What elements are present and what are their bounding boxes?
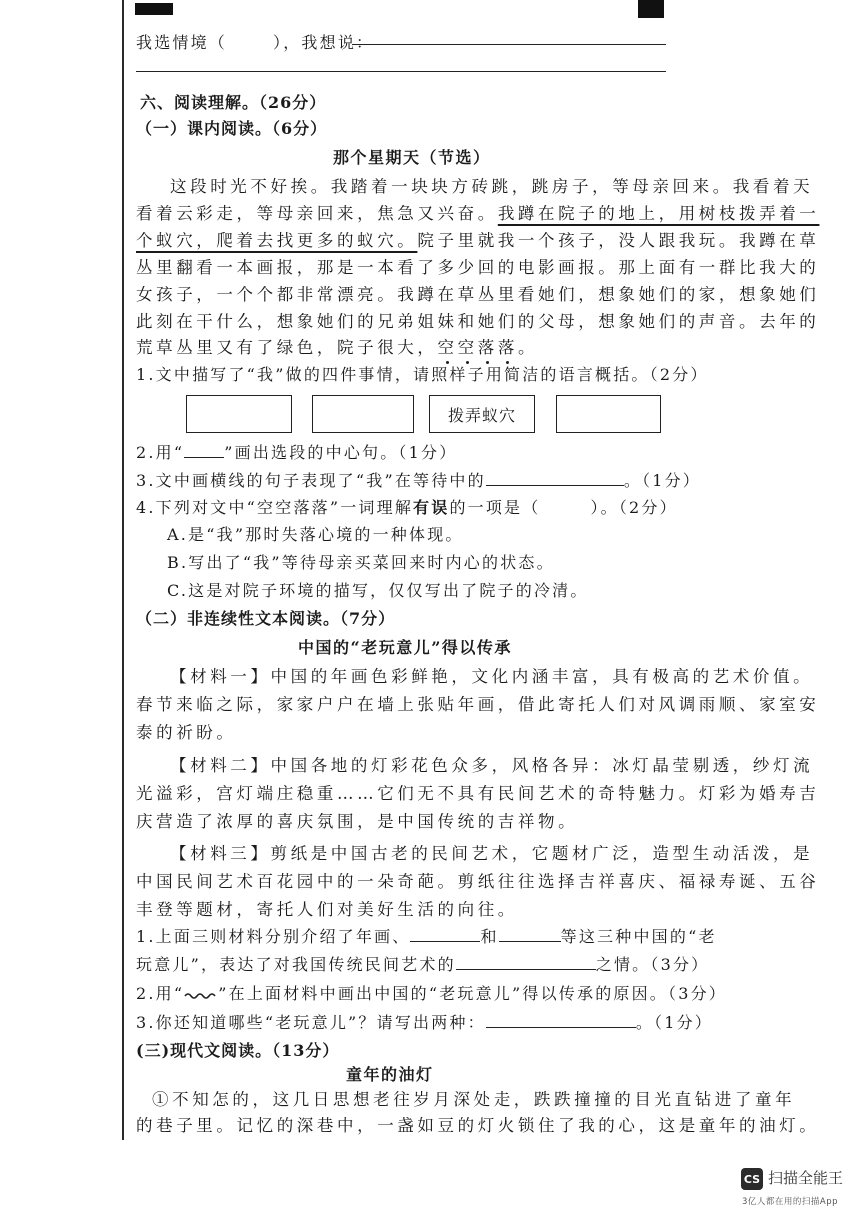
emphasis-char: 空 [437,338,458,357]
part2-title: 中国的“老玩意儿”得以传承 [298,638,512,657]
material-line: 春节来临之际，家家户户在墙上张贴年画，借此寄托人们对风调雨顺、家室安 [136,695,820,714]
option-a[interactable]: A.是“我”那时失落心境的一种体现。 [167,525,464,544]
example-box: 拨弄蚁穴 [429,395,535,433]
emphasis-char: 空 [457,338,478,357]
answer-blank[interactable] [499,927,561,942]
wavy-line-sample [184,991,218,1001]
passage-line: 个蚁穴，爬着去找更多的蚁穴。院子里就我一个孩子，没人跟我玩。我蹲在草 [136,231,820,250]
material-line: 【材料一】中国的年画色彩鲜艳，文化内涵丰富，具有极高的艺术价值。 [170,667,814,686]
material-line: 泰的祈盼。 [136,723,237,742]
passage-line: 的巷子里。记忆的深巷中，一盏如豆的灯火锁住了我的心，这是童年的油灯。 [136,1116,820,1135]
p2-question-3: 3.你还知道哪些“老玩意儿”？请写出两种： 。（1分） [136,1013,714,1032]
question-4: 4.下列对文中“空空落落”一词理解有误的一项是（ ）。（2分） [136,498,678,517]
option-c[interactable]: C.这是对院子环境的描写，仅仅写出了院子的冷清。 [167,581,589,600]
watermark-tagline: 3亿人都在用的扫描App [742,1197,839,1207]
passage-line: 荒草丛里又有了绿色，院子很大，空空落落。 [136,338,539,357]
scan-mark-left [135,3,173,15]
passage-line: ①不知怎的，这几日思想老往岁月深处走，跌跌撞撞的目光直钻进了童年 [152,1090,796,1109]
part1-title: 那个星期天（节选） [333,148,491,167]
part3-title: 童年的油灯 [346,1065,434,1084]
material-line: 中国民间艺术百花园中的一朵奇葩。剪纸往往选择吉祥喜庆、福禄寿诞、五谷 [136,872,820,891]
material-line: 丰登等题材，寄托人们对美好生活的向往。 [136,900,518,919]
passage-line: 看着云彩走，等母亲回来，焦急又兴奋。我蹲在院子的地上，用树枝拨弄着一 [136,204,820,223]
passage-line: 丛里翻看一本画报，那是一本看了多少回的电影画报。那上面有一群比我大的 [136,258,820,277]
answer-line-2[interactable] [136,71,666,72]
section-heading: 六、阅读理解。（26分） [140,93,327,112]
binding-margin-line [122,0,124,1140]
watermark-name: 扫描全能王 [768,1169,844,1187]
emphasis-char: 落 [477,338,498,357]
question-1: 1.文中描写了“我”做的四件事情，请照样子用简洁的语言概括。（2分） [136,365,709,384]
underlined-sentence: 个蚁穴，爬着去找更多的蚁穴。 [136,231,418,250]
option-b[interactable]: B.写出了“我”等待母亲买菜回来时内心的状态。 [167,553,555,572]
answer-line-1[interactable] [352,44,666,45]
p2-question-1-cont: 玩意儿”，表达了对我国传统民间艺术的 之情。（3分） [136,955,710,974]
answer-box-1[interactable] [186,395,292,433]
scan-mark-right [638,0,664,18]
question-2: 2.用“ ”画出选段的中心句。（1分） [136,443,458,462]
underline-sample [184,443,224,458]
material-line: 光溢彩，宫灯端庄稳重……它们无不具有民间艺术的奇特魅力。灯彩为婚寿吉 [136,784,820,803]
emphasis-char: 落 [497,338,518,357]
camscanner-logo-icon: CS [741,1168,763,1190]
part1-heading: （一）课内阅读。（6分） [136,119,328,138]
question-3: 3.文中画横线的句子表现了“我”在等待中的 。（1分） [136,471,702,490]
part3-heading: (三)现代文阅读。（13分） [136,1041,340,1060]
answer-box-2[interactable] [312,395,414,433]
situation-choice-line: 我选情境（ ），我想说： [136,33,375,52]
p2-question-1: 1.上面三则材料分别介绍了年画、 和 等这三种中国的“老 [136,927,717,946]
underlined-sentence: 我蹲在院子的地上，用树枝拨弄着一 [497,204,820,223]
passage-line: 这段时光不好挨。我踏着一块块方砖跳，跳房子，等母亲回来。我看着天 [170,177,814,196]
answer-blank[interactable] [486,1013,636,1028]
passage-line: 此刻在干什么，想象她们的兄弟姐妹和她们的父母，想象她们的声音。去年的 [136,312,820,331]
answer-blank[interactable] [456,955,596,970]
answer-blank[interactable] [410,927,480,942]
answer-box-4[interactable] [556,395,661,433]
passage-line: 女孩子，一个个都非常漂亮。我蹲在草丛里看她们，想象她们的家，想象她们 [136,285,820,304]
material-line: 【材料二】中国各地的灯彩花色众多，风格各异：冰灯晶莹剔透，纱灯流 [170,756,814,775]
part2-heading: （二）非连续性文本阅读。（7分） [136,609,396,628]
answer-blank[interactable] [486,471,624,486]
material-line: 庆营造了浓厚的喜庆氛围，是中国传统的吉祥物。 [136,812,579,831]
p2-question-2: 2.用“ ”在上面材料中画出中国的“老玩意儿”得以传承的原因。（3分） [136,984,727,1003]
material-line: 【材料三】剪纸是中国古老的民间艺术，它题材广泛，造型生动活泼，是 [170,844,814,863]
